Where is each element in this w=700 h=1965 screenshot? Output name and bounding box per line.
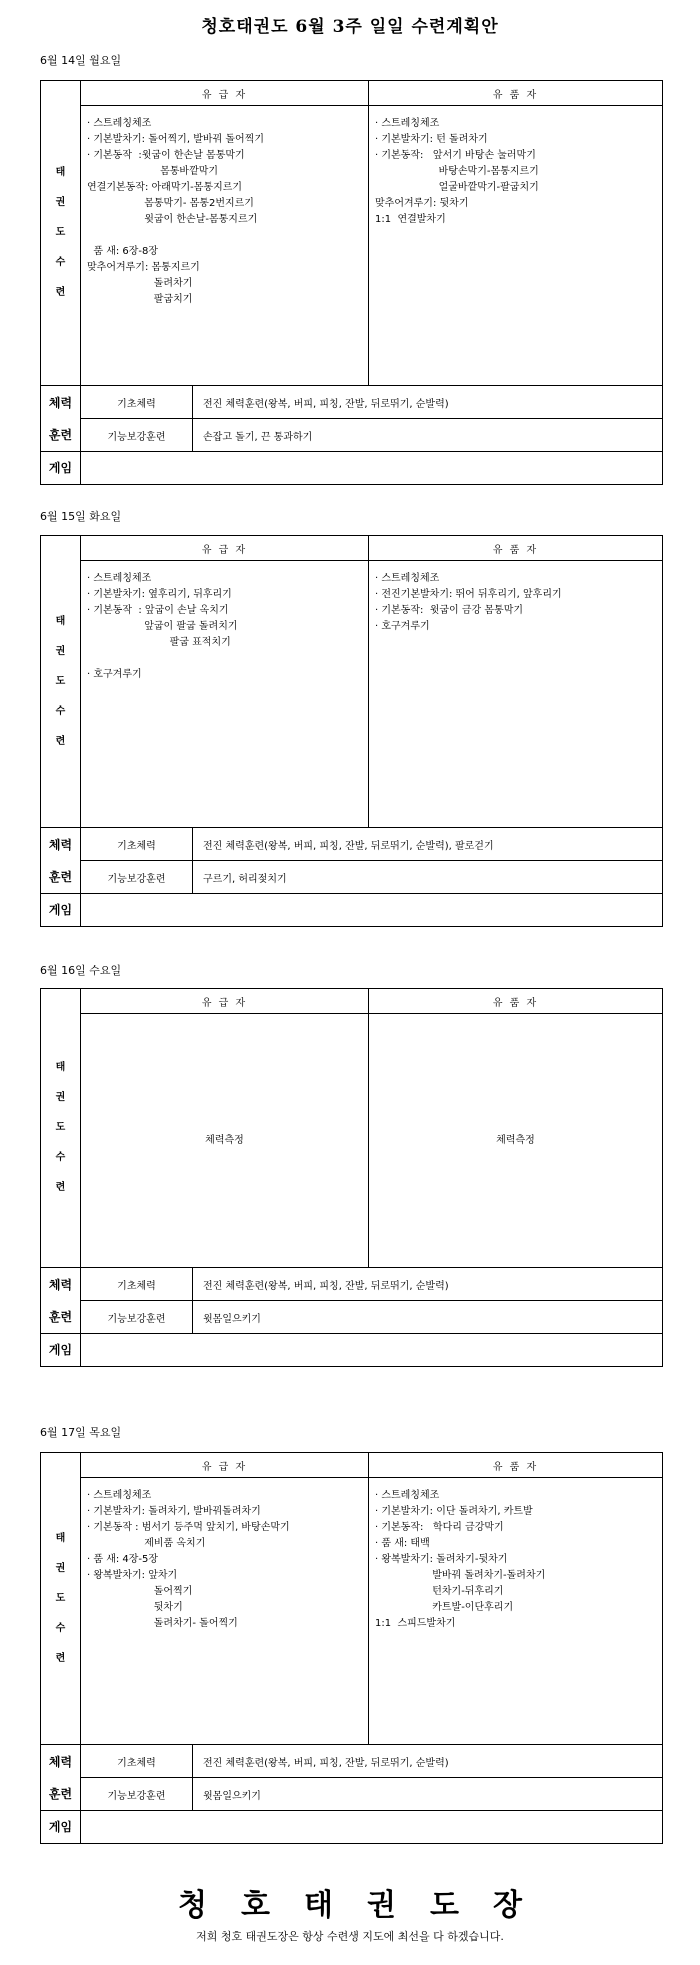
game-value: [81, 452, 663, 485]
black-belt-plan: · 스트레칭체조 · 기본발차기: 턴 돌려차기 · 기본동작: 앞서기 바탕손 눌러막기 바탕손막기-몸통지르기 얼굴바깥막기-팔굽치기 맞추어겨루기: 뒷차기 1:1 연결발차기: [369, 106, 663, 386]
game-value: [81, 1811, 663, 1844]
side-label-game: 게임: [41, 452, 81, 485]
black-belt-plan: 체력측정: [369, 1014, 663, 1268]
functional-training-label: 기능보강훈련: [81, 1301, 193, 1334]
day-date: 6월 15일 화요일: [40, 510, 122, 523]
game-value: [81, 1334, 663, 1367]
functional-training-value: 윗몸일으키기: [193, 1301, 663, 1334]
functional-training-value: 윗몸일으키기: [193, 1778, 663, 1811]
basic-fitness-value: 전진 체력훈련(왕복, 버피, 피칭, 잔발, 뒤로뛰기, 순발력): [193, 1745, 663, 1778]
functional-training-value: 구르기, 허리젖치기: [193, 861, 663, 894]
black-belt-plan: · 스트레칭체조 · 전진기본발차기: 뛰어 뒤후리기, 앞후리기 · 기본동작: 윗굽이 금강 몸통막기 · 호구겨루기: [369, 561, 663, 828]
footer-school-name: 청호태권도장: [178, 1888, 556, 1923]
side-label-game: 게임: [41, 894, 81, 927]
functional-training-value: 손잡고 돌기, 끈 통과하기: [193, 419, 663, 452]
day-date: 6월 16일 수요일: [40, 964, 122, 977]
side-label-fitness: 체력 훈련: [41, 386, 81, 452]
basic-fitness-label: 기초체력: [81, 386, 193, 419]
day-date: 6월 17일 목요일: [40, 1426, 122, 1439]
basic-fitness-value: 전진 체력훈련(왕복, 버피, 피칭, 잔발, 뒤로뛰기, 순발력): [193, 1268, 663, 1301]
side-label-fitness: 체력 훈련: [41, 1745, 81, 1811]
color-belt-plan: · 스트레칭체조 · 기본발차기: 돌려차기, 발바꿔돌려차기 · 기본동작 : 범서기 등주먹 앞치기, 바탕손막기 제비품 옥치기 · 품 새: 4장-5장 · 왕복발차기: 앞차기 돌어찍기 뒷차기 돌려차기- 돌어찍기: [81, 1478, 369, 1745]
page-title: 청호태권도 6월 3주 일일 수련계획안: [201, 17, 499, 37]
day-plan-table: [40, 535, 663, 927]
day-plan-table: [40, 988, 663, 1367]
side-label-fitness: 체력 훈련: [41, 828, 81, 894]
basic-fitness-label: 기초체력: [81, 1268, 193, 1301]
day-date: 6월 14일 월요일: [40, 54, 122, 67]
game-value: [81, 894, 663, 927]
basic-fitness-label: 기초체력: [81, 1745, 193, 1778]
col-header-black-belt: 유 품 자: [369, 989, 663, 1014]
functional-training-label: 기능보강훈련: [81, 1778, 193, 1811]
side-label-taekwondo: 태 권 도 수 련: [41, 989, 81, 1268]
color-belt-plan: · 스트레칭체조 · 기본발차기: 옆후리기, 뒤후리기 · 기본동작 : 앞굽이 손날 옥치기 앞굽이 팔굽 돌려치기 팔굽 표적치기 · 호구겨루기: [81, 561, 369, 828]
side-label-game: 게임: [41, 1811, 81, 1844]
col-header-black-belt: 유 품 자: [369, 1453, 663, 1478]
basic-fitness-label: 기초체력: [81, 828, 193, 861]
basic-fitness-value: 전진 체력훈련(왕복, 버피, 피칭, 잔발, 뒤로뛰기, 순발력), 팔로걷기: [193, 828, 663, 861]
functional-training-label: 기능보강훈련: [81, 861, 193, 894]
side-label-taekwondo: 태 권 도 수 련: [41, 81, 81, 386]
col-header-color-belt: 유 급 자: [81, 989, 369, 1014]
col-header-black-belt: 유 품 자: [369, 536, 663, 561]
day-plan-table: [40, 1452, 663, 1844]
basic-fitness-value: 전진 체력훈련(왕복, 버피, 피칭, 잔발, 뒤로뛰기, 순발력): [193, 386, 663, 419]
color-belt-plan: · 스트레칭체조 · 기본발차기: 돌어찍기, 발바꿔 돌어찍기 · 기본동작 :윗굽이 한손날 몸통막기 몸통바깥막기 연결기본동작: 아래막기-몸통지르기 몸통막기- 몸통2번지르기 윗굽이 한손날-몸통지르기 품 새: 6장-8장 맞추어겨루기: 몸통지르기 돌려차기 팔굽치기: [81, 106, 369, 386]
footer-slogan: 저희 청호 태권도장은 항상 수련생 지도에 최선을 다 하겠습니다.: [196, 1930, 504, 1943]
side-label-game: 게임: [41, 1334, 81, 1367]
col-header-color-belt: 유 급 자: [81, 81, 369, 106]
col-header-black-belt: 유 품 자: [369, 81, 663, 106]
side-label-taekwondo: 태 권 도 수 련: [41, 536, 81, 828]
functional-training-label: 기능보강훈련: [81, 419, 193, 452]
color-belt-plan: 체력측정: [81, 1014, 369, 1268]
day-plan-table: [40, 80, 663, 485]
col-header-color-belt: 유 급 자: [81, 1453, 369, 1478]
black-belt-plan: · 스트레칭체조 · 기본발차기: 이단 돌려차기, 카트발 · 기본동작: 학다리 금강막기 · 품 새: 태백 · 왕복발차기: 돌려차기-뒷차기 발바꿔 돌려차기-돌려차기 턴차기-뒤후리기 카트발-이단후리기 1:1 스피드발차기: [369, 1478, 663, 1745]
side-label-fitness: 체력 훈련: [41, 1268, 81, 1334]
side-label-taekwondo: 태 권 도 수 련: [41, 1453, 81, 1745]
col-header-color-belt: 유 급 자: [81, 536, 369, 561]
